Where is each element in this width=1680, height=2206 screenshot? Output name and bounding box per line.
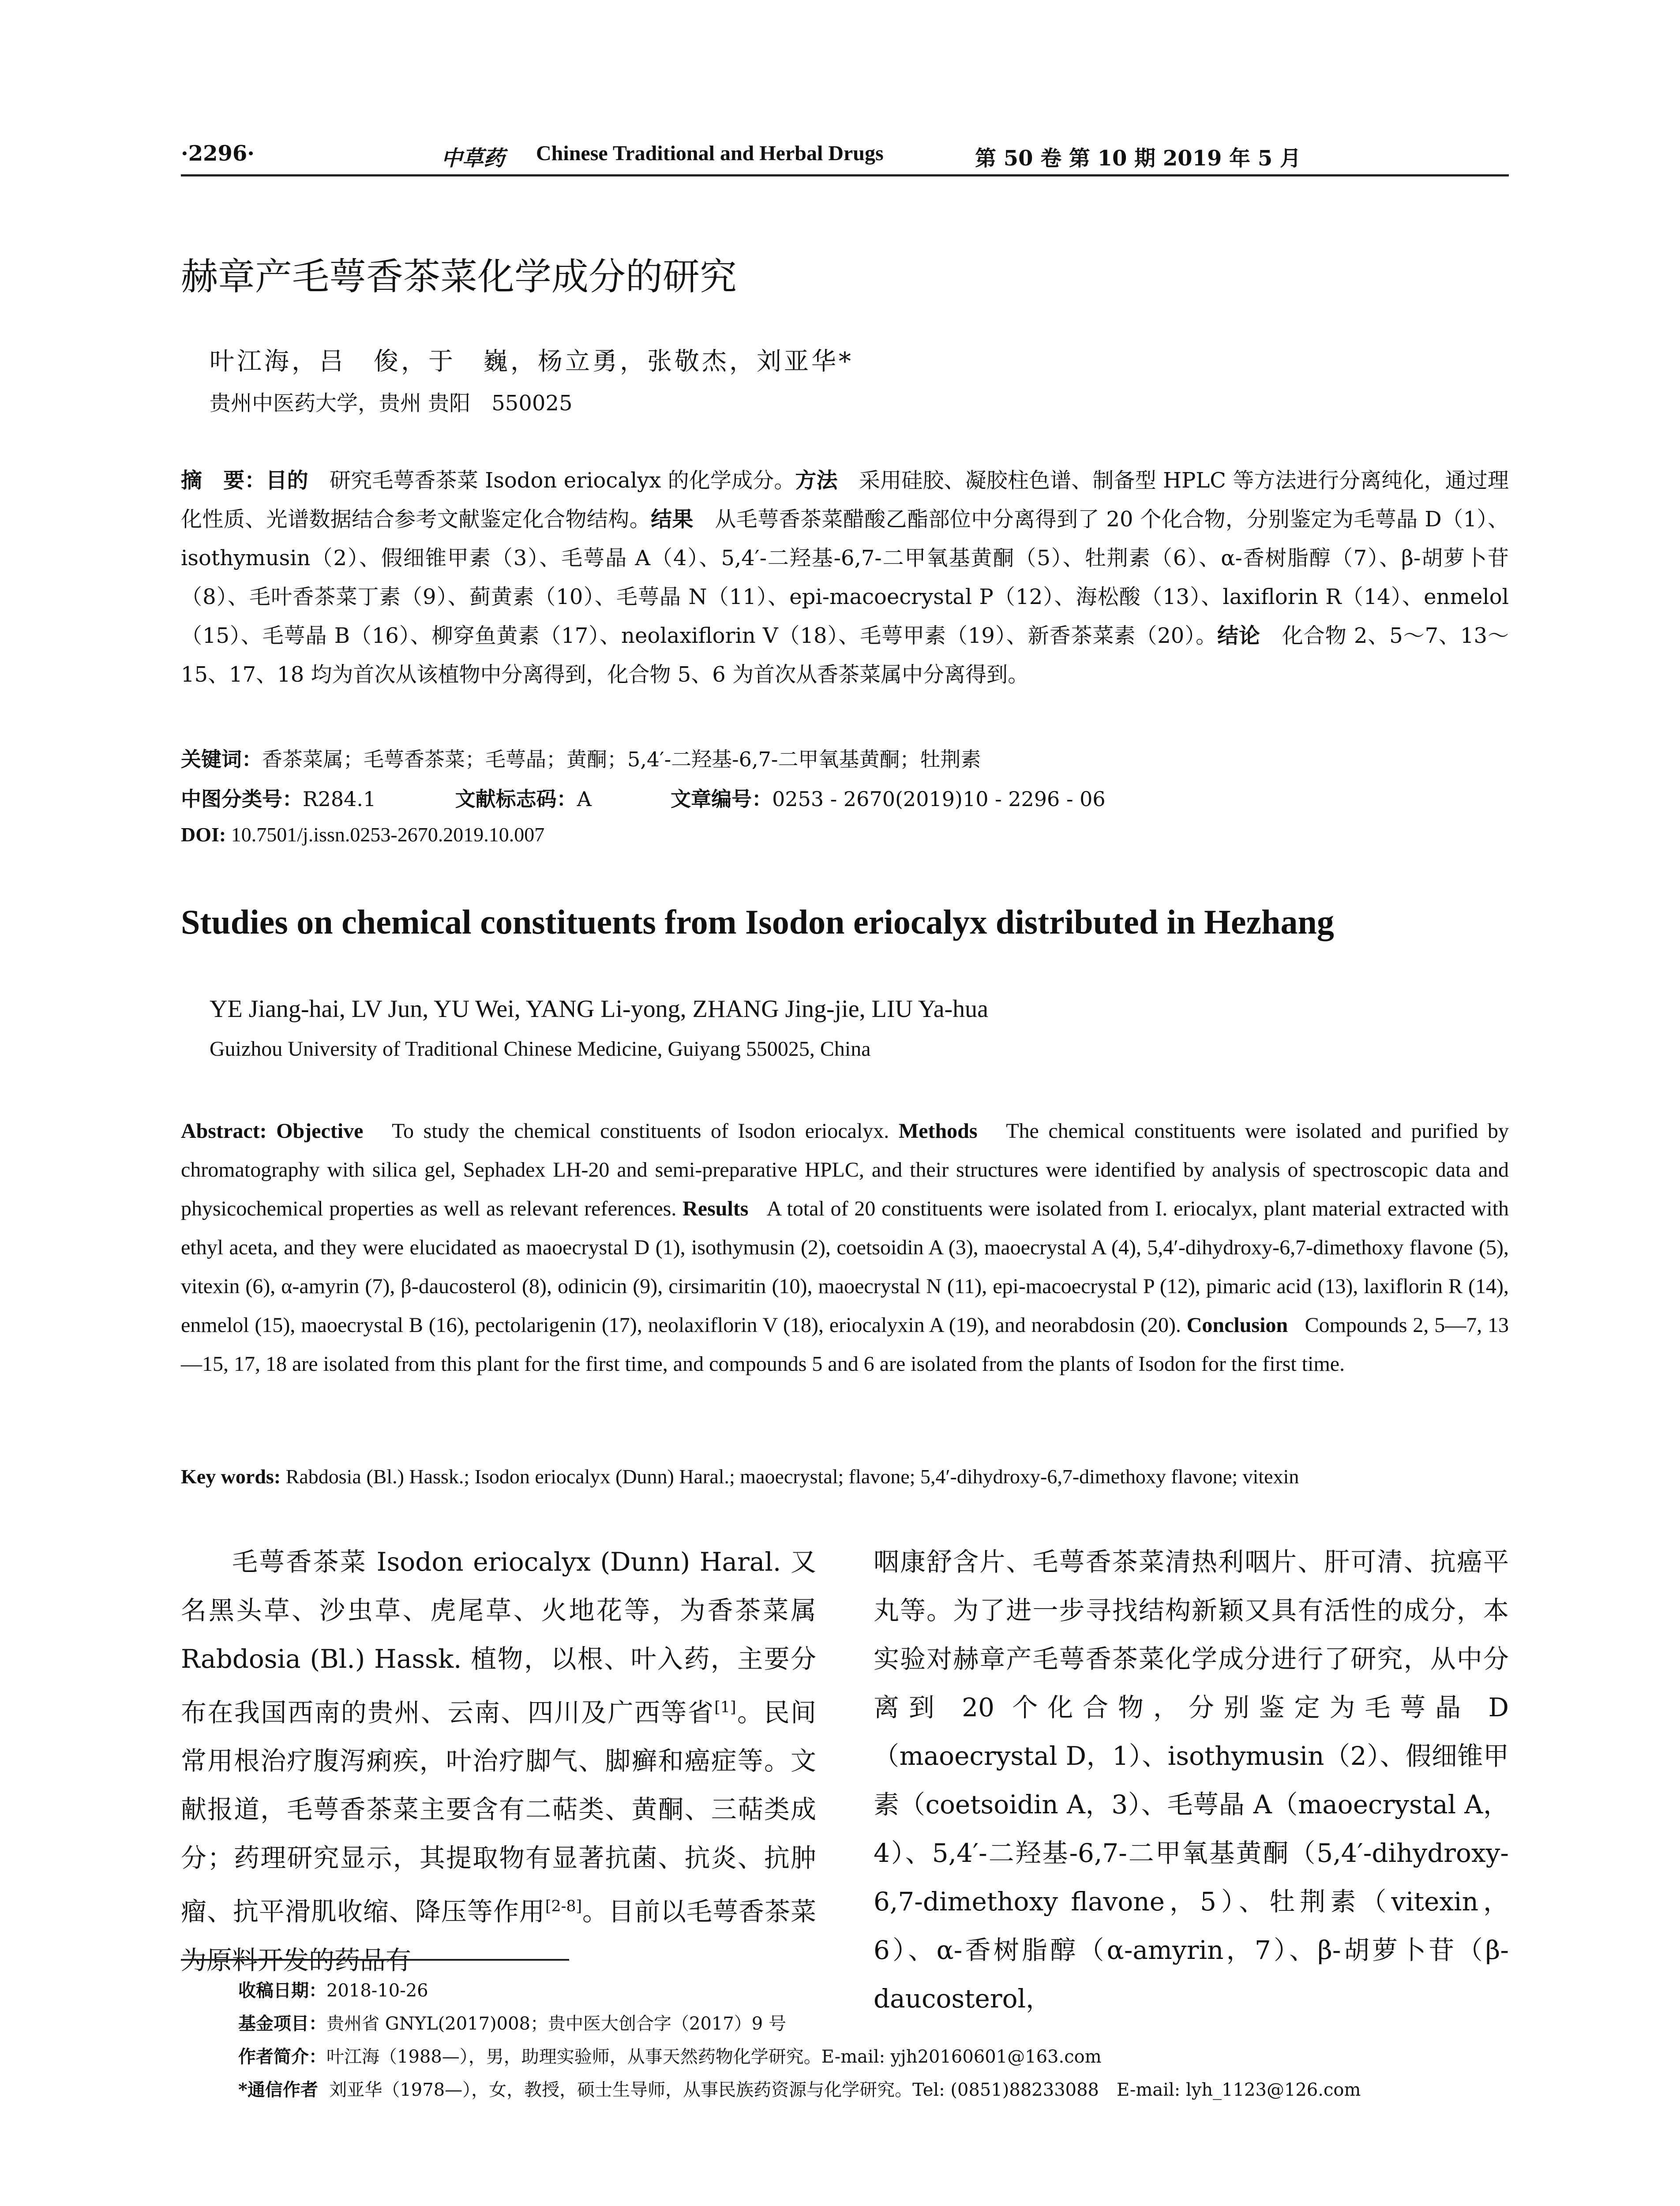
method-label-cn: 方法 (795, 468, 838, 493)
footnote-fund (238, 2010, 786, 2035)
reference-2-8[interactable]: [2-8] (545, 1898, 582, 1916)
abstract-en (181, 1112, 1509, 1384)
methods-text-en: The chemical constituents were isolated and purified by chromatography with silica gel, Sephadex LH-20 and semi-preparative HPLC, and their structures were identified by analysis of spectroscopic data and physicochemical properties as well as relevant references. (181, 1119, 1509, 1220)
keywords-label-en: Key words: (181, 1465, 281, 1488)
received-label: 收稿日期： (238, 1980, 326, 2001)
journal-issue: 第 50 卷 第 10 期 2019 年 5 月 (975, 146, 1301, 171)
body-left-text-c: 。目前以毛萼香茶菜为原料开发的药品有 (181, 1896, 816, 1975)
article-title-en: Studies on chemical constituents from Isodon eriocalyx distributed in Hezhang (181, 903, 1334, 941)
doc-code-label: 文献标志码： (455, 787, 577, 811)
keywords-text-en: Rabdosia (Bl.) Hassk.; Isodon eriocalyx (Dunn) Haral.; maoecrystal; flavone; 5,4′-dihydroxy-6,7-dimethoxy flavone; vitexin (285, 1465, 1299, 1488)
objective-text-en: To study the chemical constituents of Isodon eriocalyx. (392, 1119, 889, 1143)
header-rule (181, 174, 1509, 176)
result-label-cn: 结果 (651, 507, 694, 532)
body-column-left (181, 1538, 816, 1985)
clc-value: R284.1 (303, 787, 376, 811)
footnote-author (238, 2043, 1102, 2068)
body-column-right (874, 1538, 1509, 2023)
results-text-en: A total of 20 constituents were isolated from I. eriocalyx, plant material extracted with ethyl aceta, and they were elucidated as maoecrystal D (1), isothymusin (2), coetsoidin A (3), maoecrystal A (4), 5,4′-dihydroxy-6,7-dimethoxy flavone (5), vitexin (6), α-amyrin (7), β-daucosterol (8), odinicin (9), cirsimaritin (10), maoecrystal N (11), epi-macoecrystal P (12), pimaric acid (13), laxiflorin R (14), enmelol (15), maoecrystal B (16), pectolarigenin (17), neolaxiflorin V (18), eriocalyxin A (19), and neorabdosin (20). (181, 1197, 1509, 1337)
body-right-text: 咽康舒含片、毛萼香茶菜清热利咽片、肝可清、抗癌平丸等。为了进一步寻找结构新颖又具有活性的成分，本实验对赫章产毛萼香茶菜化学成分进行了研究，从中分离到 20 个化合物，分别鉴定为毛萼晶 D（maoecrystal D，1）、isothymusin（2）、假细锥甲素（coetsoidin A，3）、毛萼晶 A（maoecrystal A，4）、5,4′-二羟基-6,7-二甲氧基黄酮（5,4′-dihydroxy-6,7-dimethoxy flavone，5）、牡荆素（vitexin，6）、α-香树脂醇（α-amyrin，7）、β-胡萝卜苷（β-daucosterol， (874, 1547, 1509, 2014)
abstract-label-en: Abstract: Objective (181, 1119, 364, 1143)
article-title-cn: 赫章产毛萼香茶菜化学成分的研究 (181, 255, 737, 298)
affiliation-cn: 贵州中医药大学，贵州 贵阳 550025 (210, 391, 573, 416)
keywords-label-cn: 关键词： (181, 747, 262, 771)
received-date: 2018-10-26 (326, 1981, 428, 2001)
clc-label: 中图分类号： (181, 787, 303, 811)
footnote-corresponding (238, 2076, 1361, 2101)
author-bio-text: 叶江海（1988—），男，助理实验师，从事天然药物化学研究。E-mail: yjh20160601@163.com (326, 2047, 1102, 2067)
article-no-value: 0253 - 2670(2019)10 - 2296 - 06 (772, 787, 1106, 811)
conclusion-label-cn: 结论 (1217, 623, 1260, 648)
method-text-cn: 采用硅胶、凝胶柱色谱、制备型 HPLC 等方法进行分离纯化，通过理化性质、光谱数据结合参考文献鉴定化合物结构。 (181, 468, 1509, 532)
reference-1[interactable]: [1] (714, 1699, 736, 1716)
objective-text-cn: 研究毛萼香茶菜 Isodon eriocalyx 的化学成分。 (329, 468, 795, 493)
doc-code-value: A (577, 787, 592, 811)
corresponding-label: *通信作者 (238, 2079, 318, 2100)
author-bio-label: 作者简介： (238, 2046, 326, 2067)
footnote-rule (181, 1959, 569, 1961)
doi-label: DOI: (181, 823, 226, 846)
journal-name-en: Chinese Traditional and Herbal Drugs (536, 142, 884, 165)
conclusion-text-cn: 化合物 2、5～7、13～15、17、18 均为首次从该植物中分离得到，化合物 5、6 为首次从香茶菜属中分离得到。 (181, 623, 1509, 687)
body-left-text: 毛萼香茶菜 Isodon eriocalyx (Dunn) Haral. 又名黑头草、沙虫草、虎尾草、火地花等，为香茶菜属 Rabdosia (Bl.) Hassk. 植物，以根、叶入药，主要分布在我国西南的贵州、云南、四川及广西等省 (181, 1547, 816, 1728)
journal-name-cn: 中草药 (441, 146, 505, 171)
classification-line (181, 783, 1106, 812)
methods-label-en: Methods (898, 1119, 978, 1143)
authors-en: YE Jiang-hai, LV Jun, YU Wei, YANG Li-yong, ZHANG Jing-jie, LIU Ya-hua (210, 995, 989, 1023)
conclusion-text-en: Compounds 2, 5—7, 13—15, 17, 18 are isolated from this plant for the first time, and compounds 5 and 6 are isolated from the plants of Isodon for the first time. (181, 1313, 1509, 1376)
conclusion-label-en: Conclusion (1186, 1313, 1288, 1337)
results-label-en: Results (682, 1197, 749, 1220)
body-left-text-b: 。民间常用根治疗腹泻痢疾，叶治疗脚气、脚癣和癌症等。文献报道，毛萼香茶菜主要含有二萜类、黄酮、三萜类成分；药理研究显示，其提取物有显著抗菌、抗炎、抗肿瘤、抗平滑肌收缩、降压等作用 (181, 1697, 816, 1927)
authors-cn: 叶江海，吕 俊，于 巍，杨立勇，张敬杰，刘亚华* (210, 347, 854, 376)
doi-line (181, 823, 544, 846)
article-no-label: 文章编号： (671, 787, 772, 811)
affiliation-en: Guizhou University of Traditional Chinese Medicine, Guiyang 550025, China (210, 1037, 871, 1061)
footnote-received (238, 1977, 428, 2002)
corresponding-text: 刘亚华（1978—），女，教授，硕士生导师，从事民族药资源与化学研究。Tel: (0851)88233088 E-mail: lyh_1123@126.com (329, 2080, 1361, 2100)
doi-value: 10.7501/j.issn.0253-2670.2019.10.007 (231, 823, 545, 846)
keywords-cn (181, 743, 981, 773)
abstract-cn (181, 461, 1509, 694)
fund-text: 贵州省 GNYL(2017)008；贵中医大创合字（2017）9 号 (326, 2014, 786, 2034)
page-number: ·2296· (181, 141, 255, 166)
fund-label: 基金项目： (238, 2013, 326, 2034)
keywords-text-cn: 香茶菜属；毛萼香茶菜；毛萼晶；黄酮；5,4′-二羟基-6,7-二甲氧基黄酮；牡荆素 (262, 747, 981, 771)
result-text-cn: 从毛萼香茶菜醋酸乙酯部位中分离得到了 20 个化合物，分别鉴定为毛萼晶 D（1）、isothymusin（2）、假细锥甲素（3）、毛萼晶 A（4）、5,4′-二羟基-6,7-二甲氧基黄酮（5）、牡荆素（6）、α-香树脂醇（7）、β-胡萝卜苷（8）、毛叶香茶菜丁素（9）、蓟黄素（10）、毛萼晶 N（11）、epi-macoecrystal P（12）、海松酸（13）、laxiflorin R（14）、enmelol（15）、毛萼晶 B（16）、柳穿鱼黄素（17）、neolaxiflorin V（18）、毛萼甲素（19）、新香茶菜素（20）。 (181, 507, 1509, 648)
keywords-en (181, 1465, 1299, 1488)
abstract-label-cn: 摘 要： (181, 468, 266, 493)
objective-label-cn: 目的 (266, 468, 308, 493)
